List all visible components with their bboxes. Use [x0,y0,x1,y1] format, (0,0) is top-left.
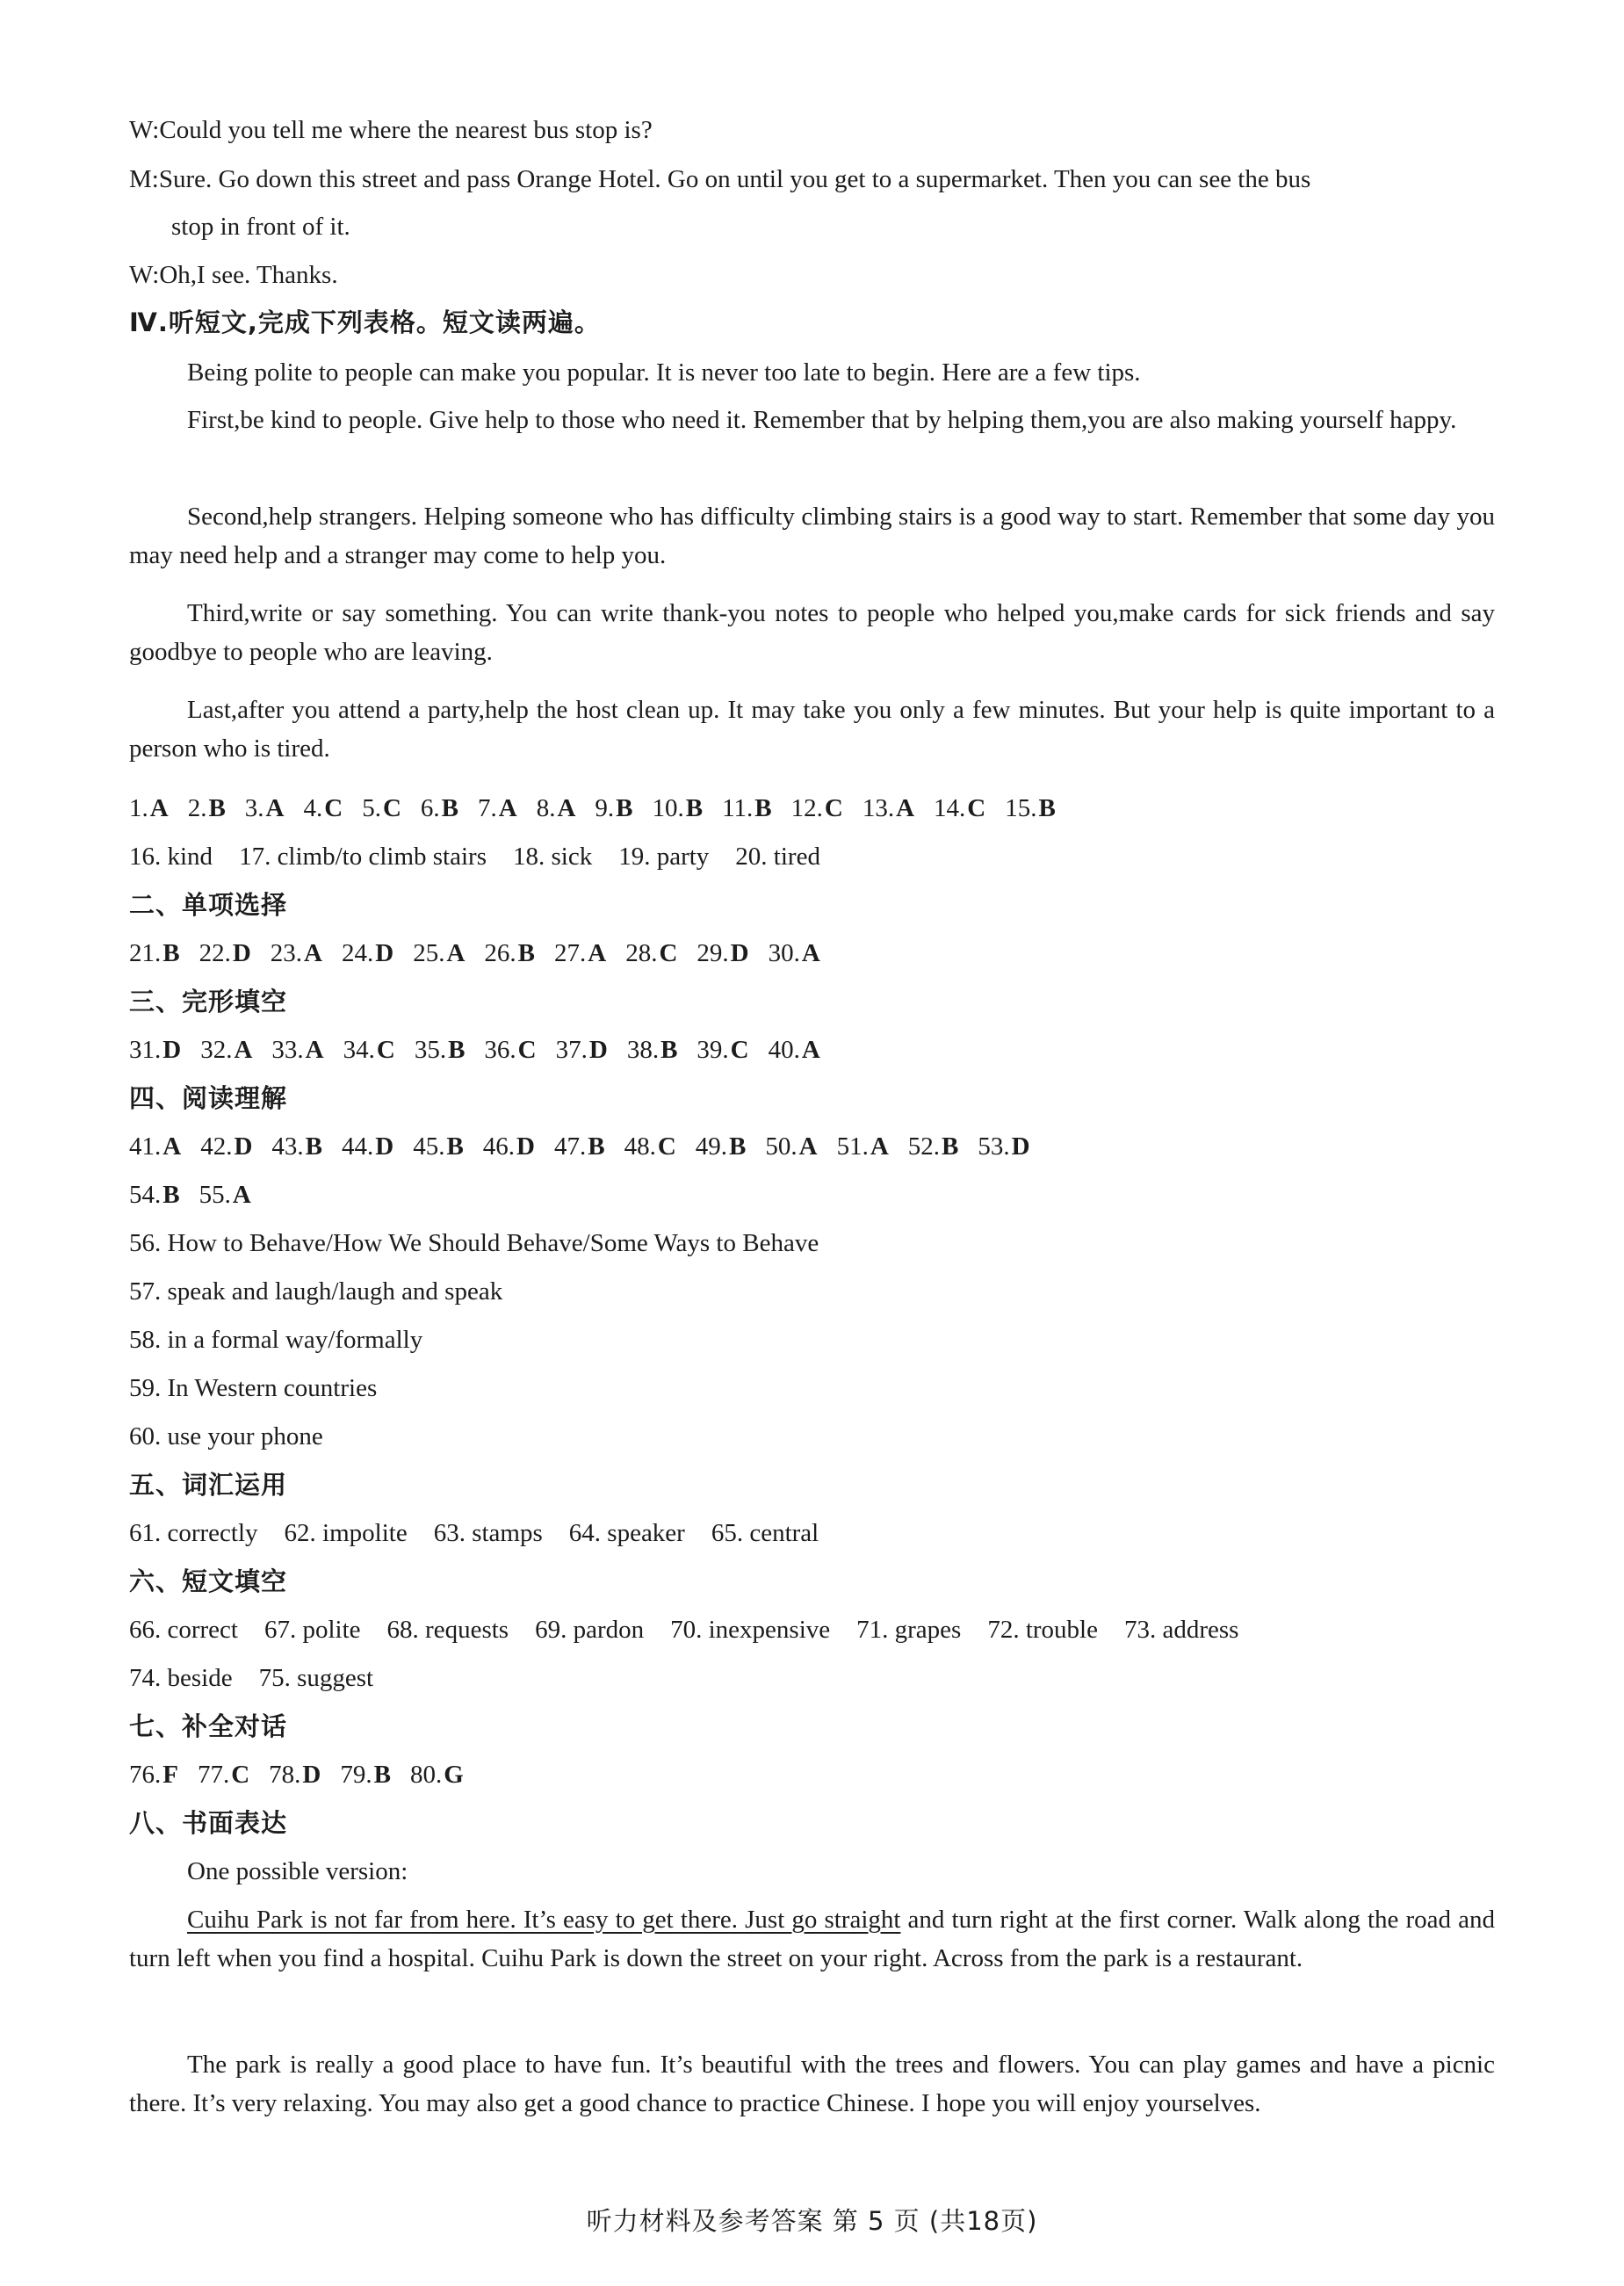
answer-number: 53. [978,1132,1010,1161]
answer-key: B [162,1181,180,1209]
answer-item: 68. requests [386,1616,509,1644]
answer-item: 64. speaker [568,1519,685,1547]
answer-item: 67. polite [264,1616,361,1644]
answer-item [934,789,985,828]
answer-number: 33. [271,1036,304,1064]
answer-item: 73. address [1123,1616,1239,1644]
passage-paragraph-3: Third,write or say something. You can write thank-you notes to people who helped you,make cards for sick friends and say goodbye to people who are leaving. [129,599,1495,666]
answer-56: 56. How to Behave/How We Should Behave/Some Ways to Behave [129,1229,819,1257]
answer-item [722,789,772,828]
answer-item [653,789,704,828]
answer-item [342,1127,393,1166]
answer-key: B [517,939,535,967]
answer-item [483,1127,535,1166]
answer-number: 3. [244,794,264,822]
answer-item [269,1755,321,1794]
answer-number: 42. [200,1132,233,1161]
answer-number: 46. [482,1132,516,1161]
answer-item [863,789,914,828]
dialogue-line-1: W:Could you tell me where the nearest bus stop is? [129,116,653,144]
sample-paragraph-1 [129,1900,1495,1978]
answer-number: 1. [129,794,148,822]
answer-item [697,934,748,973]
answer-key: D [1011,1132,1030,1161]
answer-number: 31. [129,1036,162,1064]
answer-number: 41. [129,1132,162,1161]
answer-key: B [685,794,704,822]
answer-key: A [801,1036,820,1064]
answer-number: 40. [768,1036,800,1064]
answer-item [697,1031,748,1069]
answer-item: 74. beside [129,1664,233,1692]
answer-item: 19. party [618,843,710,871]
answer-item: 70. inexpensive [670,1616,831,1644]
answer-number: 9. [595,794,615,822]
answer-number: 37. [555,1036,588,1064]
answer-number: 12. [790,794,823,822]
answer-key: D [730,939,749,967]
answers-66-73 [129,1610,1495,1649]
answer-key: A [557,794,576,822]
answer-item: 66. correct [129,1616,238,1644]
answer-item [129,1176,180,1214]
answer-key: A [798,1132,818,1161]
answer-key: A [896,794,915,822]
answer-key: C [659,939,678,967]
answer-number: 24. [342,939,374,967]
answer-key: A [305,1036,324,1064]
answer-key: C [382,794,401,822]
answer-item [791,789,843,828]
answer-item [908,1127,959,1166]
answer-key: A [588,939,607,967]
section-5-heading: 五、词汇运用 [129,1470,288,1500]
answer-item [595,789,632,828]
answer-item [978,1127,1029,1166]
answer-key: D [588,1036,608,1064]
answer-key: A [870,1132,889,1161]
answer-item [129,1755,178,1794]
answer-item: 72. trouble [987,1616,1098,1644]
answer-number: 78. [269,1761,301,1789]
answer-item [129,789,169,828]
answer-item [129,934,180,973]
answer-number: 76. [129,1761,162,1789]
answer-key: B [754,794,772,822]
sample-paragraph-1-rest: and turn right at the first corner. Walk along the road and turn left when you find a hospital. Cuihu Park is down the street on your right. Across from the park is a restaurant. [129,1906,1495,1972]
answer-item [624,1127,676,1166]
passage-paragraph-2: Second,help strangers. Helping someone who has difficulty climbing stairs is a good way to start. Remember that some day you may need help and a stranger may come to help you. [129,503,1495,569]
answer-number: 22. [198,939,231,967]
section-6-heading: 六、短文填空 [129,1566,288,1596]
answer-item [554,1127,605,1166]
answers-74-75 [129,1659,1495,1697]
answer-key: A [234,1036,253,1064]
answer-item [478,789,517,828]
section-7-heading: 七、补全对话 [129,1711,288,1741]
answer-key: C [231,1761,250,1789]
section-8-heading: 八、书面表达 [129,1808,288,1838]
answers-76-80 [129,1755,1495,1794]
answer-item: 62. impolite [284,1519,408,1547]
answer-key: B [448,1036,466,1064]
answer-item [362,789,401,828]
answer-number: 11. [722,794,754,822]
answer-key: B [305,1132,322,1161]
answer-key: A [801,939,820,967]
answer-key: B [162,939,180,967]
passage-paragraph-4: Last,after you attend a party,help the host clean up. It may take you only a few minutes. But your help is quite important to a person who is tired. [129,696,1495,763]
answer-number: 55. [198,1181,231,1209]
answer-number: 35. [414,1036,447,1064]
answer-item [413,1127,464,1166]
passage-intro: Being polite to people can make you popular. It is never too late to begin. Here are a few tips. [187,358,1141,387]
answer-60: 60. use your phone [129,1422,323,1450]
answer-number: 54. [129,1181,162,1209]
answer-item [625,934,677,973]
answer-number: 6. [420,794,440,822]
answer-item [421,789,458,828]
answer-key: D [375,939,394,967]
answer-item: 75. suggest [258,1664,374,1692]
answer-item [200,1031,252,1069]
dialogue-line-3: W:Oh,I see. Thanks. [129,261,338,289]
answer-number: 32. [200,1036,233,1064]
answer-number: 77. [197,1761,230,1789]
answer-key: A [149,794,169,822]
section-4-heading: Ⅳ.听短文,完成下列表格。短文读两遍。 [129,307,601,337]
answer-number: 7. [478,794,497,822]
answer-key: D [232,939,251,967]
answer-number: 26. [484,939,516,967]
answer-key: B [588,1132,605,1161]
answer-number: 38. [626,1036,660,1064]
answer-item [537,789,576,828]
answers-31-40 [129,1031,1495,1069]
answer-key: D [375,1132,394,1161]
answer-number: 49. [695,1132,728,1161]
answer-key: C [376,1036,395,1064]
answer-item: 61. correctly [129,1519,258,1547]
dialogue-line-2-cont: stop in front of it. [171,213,350,241]
section-4-reading-heading: 四、阅读理解 [129,1083,288,1113]
answer-key: A [265,794,285,822]
answer-number: 50. [765,1132,798,1161]
answer-item [765,1127,817,1166]
answer-key: C [967,794,986,822]
answer-key: C [517,1036,537,1064]
answer-key: B [1038,794,1056,822]
answer-item [627,1031,678,1069]
answer-item [199,934,251,973]
answer-key: D [302,1761,321,1789]
answer-number: 15. [1005,794,1037,822]
answer-number: 28. [625,939,658,967]
answer-item [245,789,285,828]
answers-41-53 [129,1127,1495,1166]
answer-item [271,1031,323,1069]
answer-58: 58. in a formal way/formally [129,1326,423,1354]
answer-item [484,1031,536,1069]
answer-key: C [324,794,343,822]
answer-item [340,1755,391,1794]
answers-21-30 [129,934,1495,973]
answer-item [271,1127,322,1166]
answer-key: C [657,1132,676,1161]
answer-item [554,934,606,973]
answer-item [199,1176,251,1214]
answer-key: A [446,939,466,967]
section-2-heading: 二、单项选择 [129,890,288,920]
answer-item: 63. stamps [433,1519,543,1547]
answer-item: 16. kind [129,843,213,871]
answer-item [769,934,820,973]
answer-number: 36. [484,1036,516,1064]
page-footer: 听力材料及参考答案 第 5 页 (共18页) [586,2206,1038,2236]
answer-key: A [162,1132,182,1161]
section-3-heading: 三、完形填空 [129,987,288,1016]
answer-number: 21. [129,939,162,967]
answers-16-20 [129,837,1495,876]
answers-1-15 [129,789,1495,828]
answer-item [129,1127,181,1166]
answer-item [415,1031,466,1069]
answer-number: 80. [409,1761,443,1789]
answer-key: B [441,794,458,822]
answer-59: 59. In Western countries [129,1374,378,1402]
answer-key: D [162,1036,182,1064]
answers-61-65 [129,1514,1495,1552]
answer-number: 10. [652,794,684,822]
answer-number: 29. [697,939,729,967]
answer-number: 30. [768,939,800,967]
answer-number: 4. [303,794,323,822]
answer-key: C [730,1036,749,1064]
answer-key: C [824,794,843,822]
answer-number: 43. [271,1132,304,1161]
answer-item: 69. pardon [535,1616,645,1644]
answer-57: 57. speak and laugh/laugh and speak [129,1277,503,1306]
answer-item [410,1755,464,1794]
answer-key: B [616,794,633,822]
passage-paragraph-1: First,be kind to people. Give help to those who need it. Remember that by helping them,you are also making yourself happy. [187,406,1457,434]
answer-item: 18. sick [512,843,593,871]
answer-number: 44. [342,1132,374,1161]
answer-item: 71. grapes [856,1616,962,1644]
answer-number: 52. [907,1132,941,1161]
answer-number: 2. [187,794,207,822]
answer-item [198,1755,249,1794]
answer-key: A [498,794,517,822]
answer-key: D [516,1132,535,1161]
answer-number: 79. [340,1761,372,1789]
answer-number: 13. [862,794,895,822]
answer-number: 8. [536,794,556,822]
answer-key: A [304,939,322,967]
answer-key: B [373,1761,391,1789]
answer-number: 5. [362,794,381,822]
answer-item [342,934,393,973]
answer-key: B [446,1132,464,1161]
answer-number: 27. [554,939,587,967]
sample-version-label: One possible version: [187,1857,408,1885]
answer-item [304,789,343,828]
answer-number: 47. [554,1132,587,1161]
answer-item [837,1127,889,1166]
answer-key: G [444,1761,464,1789]
answer-item [1005,789,1056,828]
answer-key: D [234,1132,253,1161]
answer-number: 39. [697,1036,729,1064]
answer-item [271,934,322,973]
answer-item [484,934,535,973]
answer-number: 45. [413,1132,445,1161]
answer-number: 23. [270,939,303,967]
answer-item [200,1127,252,1166]
answer-number: 48. [624,1132,656,1161]
answer-key: B [660,1036,678,1064]
answer-item [343,1031,395,1069]
sample-underlined-sentence: Cuihu Park is not far from here. It’s easy to get there. Just go straight [187,1906,901,1934]
answer-number: 14. [934,794,966,822]
answer-item: 65. central [711,1519,819,1547]
answer-item: 17. climb/to climb stairs [239,843,487,871]
sample-paragraph-2: The park is really a good place to have fun. It’s beautiful with the trees and flowers. You can play games and have a picnic there. It’s very relaxing. You may also get a good chance to practice Chinese. I hope you will enjoy yourselves. [129,2051,1495,2117]
answer-item [696,1127,747,1166]
answers-54-55 [129,1176,1495,1214]
answer-item [556,1031,608,1069]
answer-key: B [208,794,226,822]
dialogue-line-2: M:Sure. Go down this street and pass Orange Hotel. Go on until you get to a supermarket. Then you can see the bus [129,165,1311,193]
answer-number: 34. [343,1036,375,1064]
answer-number: 51. [836,1132,869,1161]
answer-item [769,1031,820,1069]
answer-key: B [942,1132,959,1161]
answer-item [188,789,226,828]
answer-key: A [232,1181,251,1209]
answer-item [129,1031,181,1069]
answer-key: F [162,1761,178,1789]
answer-number: 25. [413,939,445,967]
answer-key: B [729,1132,747,1161]
answer-item: 20. tired [735,843,820,871]
answer-item [413,934,465,973]
